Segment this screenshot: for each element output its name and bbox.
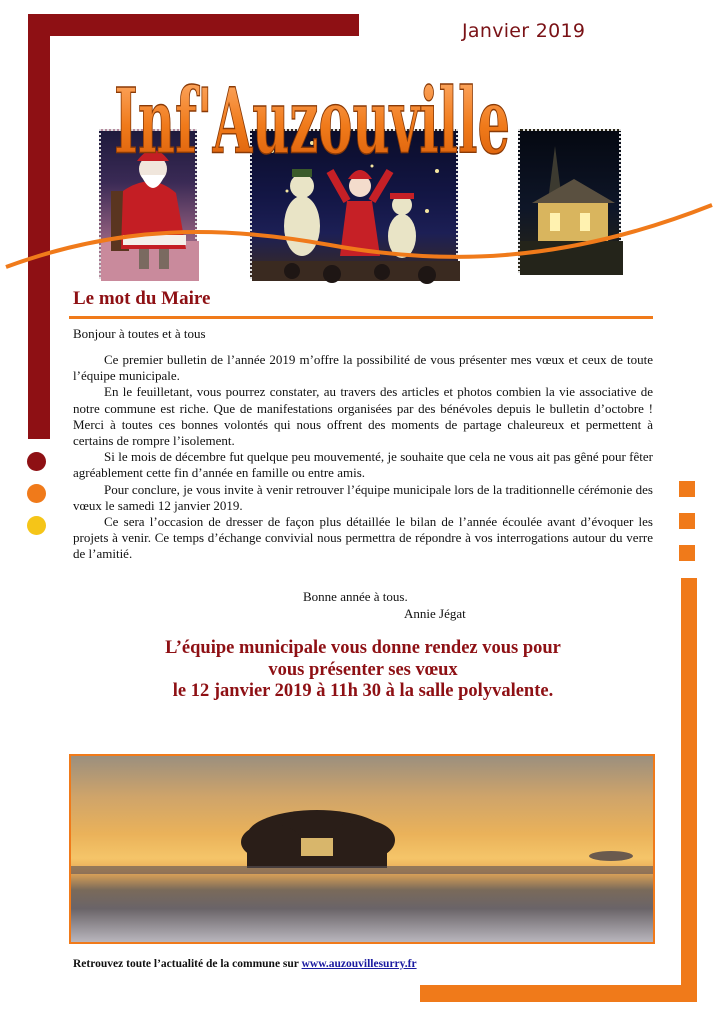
masthead-title: Inf'Auzouville	[114, 67, 511, 174]
orange-square-2	[679, 513, 695, 529]
masthead-logo	[108, 58, 518, 178]
invitation-line-2: vous présenter ses vœux	[268, 659, 458, 680]
invitation-block	[73, 638, 653, 703]
letter-paragraph: Si le mois de décembre fut quelque peu mouvementé, je souhaite que cela ne vous ait pas gêné pour fêter agréablement cette fin d’année en famille ou entre amis.	[73, 449, 653, 481]
footer-label: Retrouvez toute l’actualité de la commune sur	[73, 958, 302, 970]
yellow-dot	[27, 516, 46, 535]
frame-bar-top	[28, 14, 359, 36]
orange-square-1	[679, 481, 695, 497]
orange-square-3	[679, 545, 695, 561]
letter-greeting: Bonjour à toutes et à tous	[73, 326, 206, 341]
section-divider	[69, 316, 653, 319]
letter-signature: Annie Jégat	[404, 606, 466, 621]
section-title: Le mot du Maire	[73, 288, 211, 309]
letter-paragraph: Pour conclure, je vous invite à venir retrouver l’équipe municipale lors de la traditionnelle cérémonie des vœux le samedi 12 janvier 2019.	[73, 481, 653, 513]
footer-text	[73, 958, 417, 970]
issue-date: Janvier 2019	[462, 20, 586, 42]
orange-dot	[27, 484, 46, 503]
sunset-photo	[69, 754, 655, 944]
letter-closing: Bonne année à tous.	[303, 589, 408, 604]
website-link[interactable]: www.auzouvillesurry.fr	[301, 958, 417, 970]
letter-paragraph: Ce premier bulletin de l’année 2019 m’offre la possibilité de vous présenter mes vœux et ceux de toute l’équipe municipale.	[73, 352, 653, 384]
letter-paragraph: Ce sera l’occasion de dresser de façon plus détaillée le bilan de l’année écoulée avant d’évoquer les projets à venir. Ce temps d’échange convivial nous permettra de répondre à vos interrogations autour du verre de l’amitié.	[73, 514, 653, 562]
letter-body	[73, 352, 653, 563]
frame-bar-bottom	[420, 985, 697, 1002]
red-dot	[27, 452, 46, 471]
letter-paragraph: En le feuilletant, vous pourrez constater, au travers des articles et photos combien la vie associative de notre commune est riche. Que de manifestations organisées par des bénévoles depuis le bulletin d’octobre ! Merci à toutes ces bonnes volontés qui nous offrent des moments de partage chaleureux et permettent à certains de rompre l’isolement.	[73, 384, 653, 449]
orange-wave	[0, 195, 724, 275]
frame-bar-right	[681, 578, 697, 1002]
invitation-line-3: le 12 janvier 2019 à 11h 30 à la salle polyvalente.	[172, 681, 554, 701]
invitation-line-1: L’équipe municipale vous donne rendez vous pour	[165, 638, 561, 658]
